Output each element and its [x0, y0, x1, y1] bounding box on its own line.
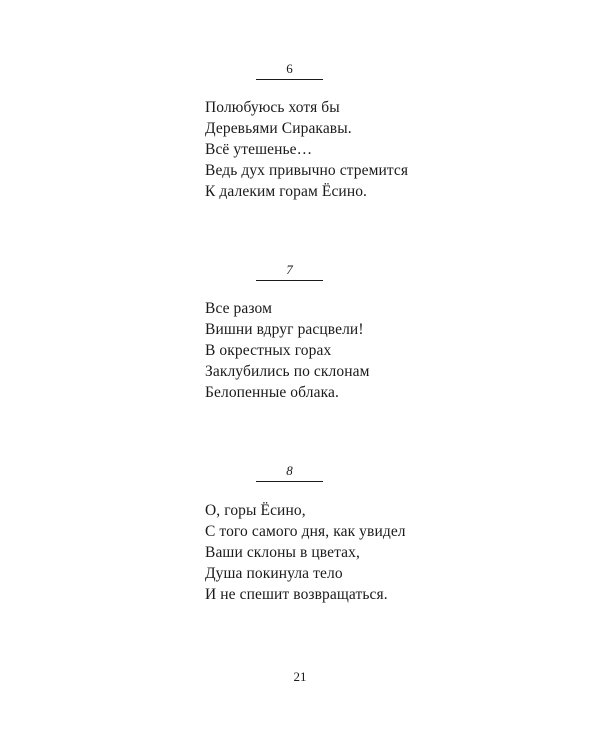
- poem-line: И не спешит возвращаться.: [205, 586, 388, 603]
- poem-line: О, горы Ёсино,: [205, 502, 306, 519]
- poem: [205, 97, 505, 202]
- poem: [205, 298, 505, 403]
- poem-line: Ведь дух привычно стремится: [205, 162, 409, 179]
- poem-line: Всё утешенье…: [205, 141, 313, 158]
- poem-line: В окрестных горах: [205, 342, 332, 359]
- poem-line: Заклубились по склонам: [205, 363, 370, 380]
- poem: [205, 500, 505, 605]
- poem-number: 6: [256, 61, 323, 80]
- poem-line: Белопенные облака.: [205, 384, 339, 401]
- poem-number: 8: [256, 463, 323, 482]
- poem-line: Деревьями Сиракавы.: [205, 120, 352, 137]
- poem-line: Ваши склоны в цветах,: [205, 544, 360, 561]
- poem-line: Полюбуюсь хотя бы: [205, 99, 340, 116]
- poem-line: Душа покинула тело: [205, 565, 343, 582]
- poem-line: С того самого дня, как увидел: [205, 523, 406, 540]
- page-number: 21: [293, 669, 307, 684]
- poem-line: Вишни вдруг расцвели!: [205, 321, 364, 338]
- poem-number: 7: [256, 262, 323, 281]
- poem-line: Все разом: [205, 300, 272, 317]
- poem-line: К далеким горам Ёсино.: [205, 183, 368, 200]
